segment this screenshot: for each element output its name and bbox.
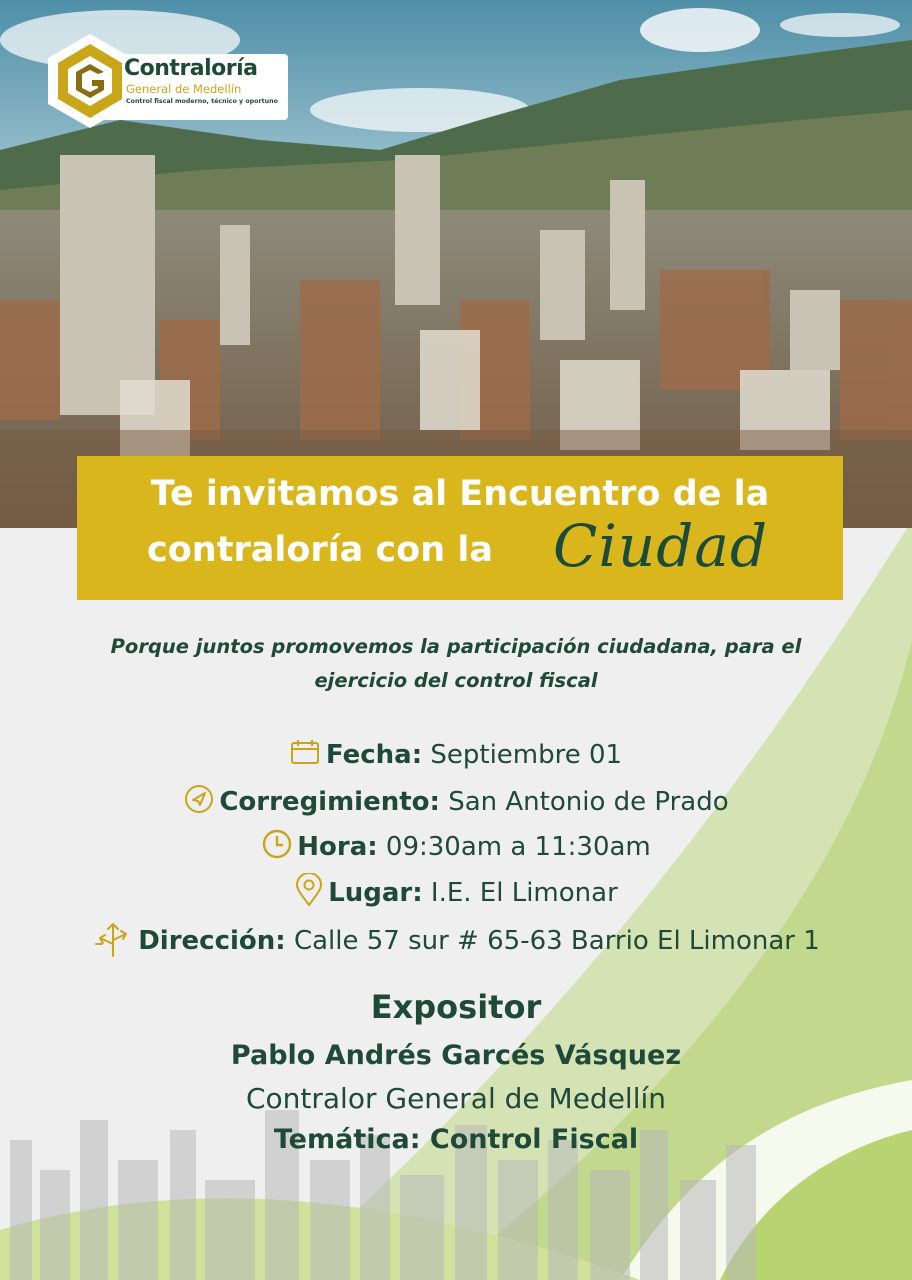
- title-banner: [77, 456, 843, 600]
- subtitle: [60, 630, 852, 698]
- contraloria-logo: [42, 32, 290, 128]
- date-label: Fecha:: [325, 740, 423, 770]
- map-pin-icon: [294, 873, 324, 914]
- place-value: I.E. El Limonar: [430, 878, 618, 908]
- detail-time: [0, 828, 912, 867]
- directions-icon: [92, 918, 134, 965]
- banner-title-line1: Te invitamos al Encuentro de la: [150, 474, 770, 514]
- time-label: Hora:: [297, 832, 378, 862]
- subtitle-line1: Porque juntos promovemos la participación ciudadana, para el: [110, 635, 802, 658]
- speaker-topic: Temática: Control Fiscal: [273, 1124, 639, 1155]
- district-value: San Antonio de Prado: [448, 787, 729, 817]
- speaker-role: Contralor General de Medellín: [245, 1082, 666, 1115]
- logo-name: Contraloría: [124, 56, 258, 81]
- district-label: Corregimiento:: [219, 787, 440, 817]
- calendar-icon: [290, 738, 322, 773]
- clock-icon: [261, 828, 293, 867]
- detail-place: [0, 873, 912, 914]
- logo-tagline: Control fiscal moderno, técnico y oportuno: [126, 98, 278, 105]
- banner-title-line2: contraloría con la: [147, 530, 493, 570]
- speaker-name: Pablo Andrés Garcés Vásquez: [230, 1040, 682, 1071]
- address-label: Dirección:: [138, 926, 286, 956]
- address-value: Calle 57 sur # 65-63 Barrio El Limonar 1: [293, 926, 820, 956]
- time-value: 09:30am a 11:30am: [385, 832, 651, 862]
- speaker-section-title: Expositor: [370, 988, 542, 1026]
- logo-subname: General de Medellín: [126, 82, 242, 96]
- detail-address: [0, 918, 912, 965]
- detail-date: [0, 738, 912, 773]
- detail-district: [0, 783, 912, 822]
- date-value: Septiembre 01: [430, 740, 623, 770]
- subtitle-line2: ejercicio del control fiscal: [314, 669, 598, 692]
- place-label: Lugar:: [328, 878, 423, 908]
- banner-script-word: Ciudad: [553, 512, 769, 580]
- navigation-icon: [183, 783, 215, 822]
